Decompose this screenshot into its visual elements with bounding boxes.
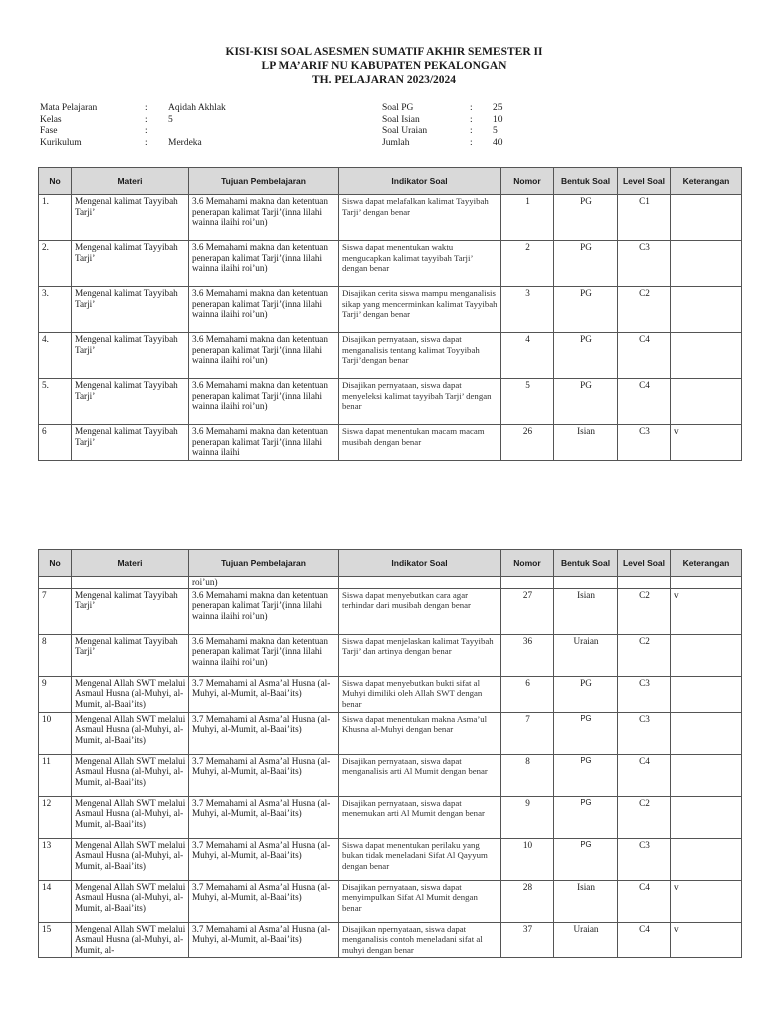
info-label: Soal Uraian [382,126,428,136]
cell-tujuan: 3.6 Memahami makna dan ketentuan penerapan kalimat Tarji’(inna lilahi wainna ilaihi [189,425,339,461]
cell-tujuan: 3.7 Memahami al Asma’al Husna (al-Muhyi, al-Mumit, al-Baai’its) [189,838,339,880]
cell-tujuan: 3.6 Memahami makna dan ketentuan penerapan kalimat Tarji’(inna lilahi wainna ilaihi roi’un) [189,333,339,379]
cell-nomor: 9 [501,796,554,838]
cell-indikator: Disajikan pernyataan, siswa dapat menyimpulkan Sifat Al Mumit dengan benar [339,880,501,922]
col-header-no: No [39,550,72,577]
info-label: Soal PG [382,103,414,113]
cell-materi: Mengenal kalimat Tayyibah Tarji’ [72,634,189,676]
cell-keterangan [671,634,742,676]
table-row [39,588,742,634]
info-value: 40 [493,137,503,148]
cell-materi: Mengenal kalimat Tayyibah Tarji’ [72,379,189,425]
cell-tujuan: 3.7 Memahami al Asma’al Husna (al-Muhyi, al-Mumit, al-Baai’its) [189,712,339,754]
cell-no: 9 [39,676,72,712]
col-header-level: Level Soal [618,550,671,577]
cell-indikator: Disajikan pernyataan, siswa dapat menemukan arti Al Mumit dengan benar [339,796,501,838]
cell-nomor: 3 [501,287,554,333]
info-colon: : [145,103,148,113]
col-header-bentuk: Bentuk Soal [554,168,618,195]
cell-level: C4 [618,333,671,379]
cell-materi: Mengenal Allah SWT melalui Asmaul Husna (al-Muhyi, al-Mumit, al-Baai’its) [72,796,189,838]
doc-title-line-1: KISI-KISI SOAL ASESMEN SUMATIF AKHIR SEMESTER II [225,46,543,58]
cell-no: 2. [39,241,72,287]
doc-title-line-3: TH. PELAJARAN 2023/2024 [311,74,457,86]
cell-no: 7 [39,588,72,634]
cell-nomor: 27 [501,588,554,634]
col-header-indikator: Indikator Soal [339,168,501,195]
cell-indikator: Siswa dapat menyebutkan cara agar terhindar dari musibah dengan benar [339,588,501,634]
cell-level: C4 [618,922,671,957]
cell-nomor: 2 [501,241,554,287]
info-row [382,126,503,138]
cell-level: C3 [618,676,671,712]
col-header-no: No [39,168,72,195]
cell-level: C2 [618,634,671,676]
cell-nomor: 4 [501,333,554,379]
cell-no: 6 [39,425,72,461]
col-header-indikator: Indikator Soal [339,550,501,577]
table-row [39,379,742,425]
cell-level: C2 [618,796,671,838]
cell-bentuk: PG [554,712,618,754]
cell-keterangan: v [671,880,742,922]
info-colon: : [470,103,473,113]
cell-keterangan: v [671,588,742,634]
col-header-nomor: Nomor [501,550,554,577]
cell-materi: Mengenal kalimat Tayyibah Tarji’ [72,241,189,287]
cell-bentuk: Uraian [554,922,618,957]
cell-no: 8 [39,634,72,676]
cell-level: C3 [618,838,671,880]
cell-bentuk: PG [554,195,618,241]
cell-tujuan: 3.6 Memahami makna dan ketentuan penerapan kalimat Tarji’(inna lilahi wainna ilaihi roi’un) [189,241,339,287]
info-row [382,138,503,150]
table-row [39,880,742,922]
info-row [40,138,318,150]
info-colon: : [470,126,473,136]
cell-level: C2 [618,287,671,333]
table-row [39,425,742,461]
cell-nomor: 26 [501,425,554,461]
table-row [39,676,742,712]
info-label: Mata Pelajaran [40,103,98,113]
cell-indikator: Siswa dapat menyebutkan bukti sifat al Muhyi dimiliki oleh Allah SWT dengan benar [339,676,501,712]
cell-keterangan: v [671,922,742,957]
info-row [40,126,318,138]
cell-keterangan [671,287,742,333]
cell-materi: Mengenal Allah SWT melalui Asmaul Husna (al-Muhyi, al-Mumit, al- [72,922,189,957]
table-row [39,333,742,379]
cell-bentuk: PG [554,754,618,796]
col-header-level: Level Soal [618,168,671,195]
table-row [39,838,742,880]
info-row [382,103,503,115]
cell-keterangan [671,577,742,589]
cell-indikator: Siswa dapat melafalkan kalimat Tayyibah Tarji’ dengan benar [339,195,501,241]
cell-tujuan: roi’un) [189,577,339,589]
col-header-bentuk: Bentuk Soal [554,550,618,577]
cell-nomor: 37 [501,922,554,957]
cell-keterangan: v [671,425,742,461]
cell-nomor: 1 [501,195,554,241]
cell-keterangan [671,379,742,425]
table-row-continuation [39,577,742,589]
cell-materi: Mengenal kalimat Tayyibah Tarji’ [72,287,189,333]
info-colon: : [145,114,148,125]
cell-nomor: 6 [501,676,554,712]
info-colon: : [470,114,473,125]
cell-nomor: 8 [501,754,554,796]
col-header-nomor: Nomor [501,168,554,195]
cell-indikator: Disajikan pernyataan, siswa dapat menganalisis tentang kalimat Toyyibah Tarji’dengan benar [339,333,501,379]
cell-nomor: 7 [501,712,554,754]
cell-indikator: Disajikan pernyataan, siswa dapat menyeleksi kalimat tayyibah Tarji’ dengan benar [339,379,501,425]
table-row [39,241,742,287]
cell-level: C4 [618,754,671,796]
cell-no: 13 [39,838,72,880]
cell-indikator: Disajikan cerita siswa mampu menganalisis sikap yang mencerminkan kalimat Tayyibah Tarji’ dengan benar [339,287,501,333]
cell-tujuan: 3.6 Memahami makna dan ketentuan penerapan kalimat Tarji’(inna lilahi wainna ilaihi roi’un) [189,287,339,333]
info-label: Fase [40,126,58,136]
cell-indikator [339,577,501,589]
cell-level: C1 [618,195,671,241]
cell-keterangan [671,712,742,754]
table-header-row [39,550,742,577]
info-label: Kurikulum [40,137,82,148]
col-header-tujuan: Tujuan Pembelajaran [189,168,339,195]
cell-level: C3 [618,425,671,461]
cell-keterangan [671,333,742,379]
cell-bentuk [554,577,618,589]
info-label: Jumlah [382,137,410,148]
table-row [39,195,742,241]
info-right [382,103,503,149]
cell-tujuan: 3.7 Memahami al Asma’al Husna (al-Muhyi, al-Mumit, al-Baai’its) [189,880,339,922]
col-header-materi: Materi [72,168,189,195]
table-row [39,922,742,957]
table-header-row [39,168,742,195]
cell-materi: Mengenal Allah SWT melalui Asmaul Husna (al-Muhyi, al-Mumit, al-Baai’its) [72,754,189,796]
cell-materi: Mengenal kalimat Tayyibah Tarji’ [72,333,189,379]
cell-tujuan: 3.7 Memahami al Asma’al Husna (al-Muhyi, al-Mumit, al-Baai’its) [189,922,339,957]
cell-bentuk: Isian [554,880,618,922]
cell-indikator: Disajikan pernyataan, siswa dapat menganalisis arti Al Mumit dengan benar [339,754,501,796]
cell-bentuk: PG [554,333,618,379]
cell-level: C4 [618,379,671,425]
info-value: Merdeka [168,137,202,148]
cell-nomor: 28 [501,880,554,922]
cell-level: C2 [618,588,671,634]
cell-bentuk: PG [554,379,618,425]
cell-no: 12 [39,796,72,838]
table-row [39,634,742,676]
cell-no: 3. [39,287,72,333]
info-row [382,115,503,127]
cell-tujuan: 3.7 Memahami al Asma’al Husna (al-Muhyi, al-Mumit, al-Baai’its) [189,796,339,838]
cell-bentuk: PG [554,676,618,712]
cell-tujuan: 3.6 Memahami makna dan ketentuan penerapan kalimat Tarji’(inna lilahi wainna ilaihi roi’un) [189,588,339,634]
cell-no: 11 [39,754,72,796]
cell-bentuk: PG [554,838,618,880]
cell-keterangan [671,195,742,241]
info-value: Aqidah Akhlak [168,103,226,113]
cell-tujuan: 3.7 Memahami al Asma’al Husna (al-Muhyi, al-Mumit, al-Baai’its) [189,676,339,712]
cell-level: C3 [618,241,671,287]
info-colon: : [145,126,148,136]
col-header-materi: Materi [72,550,189,577]
cell-materi: Mengenal Allah SWT melalui Asmaul Husna (al-Muhyi, al-Mumit, al-Baai’its) [72,838,189,880]
cell-indikator: Siswa dapat menentukan waktu mengucapkan kalimat tayyibah Tarji’ dengan benar [339,241,501,287]
cell-nomor [501,577,554,589]
cell-no: 14 [39,880,72,922]
col-header-keterangan: Keterangan [671,168,742,195]
cell-indikator: Disajikan npernyataan, siswa dapat menganalisis contoh meneladani sifat al muhyi dengan benar [339,922,501,957]
cell-keterangan [671,241,742,287]
cell-materi: Mengenal kalimat Tayyibah Tarji’ [72,588,189,634]
info-value [168,126,318,138]
table-row [39,796,742,838]
info-value: 10 [493,114,503,125]
cell-bentuk: PG [554,796,618,838]
cell-materi: Mengenal kalimat Tayyibah Tarji’ [72,425,189,461]
cell-level [618,577,671,589]
cell-tujuan: 3.7 Memahami al Asma’al Husna (al-Muhyi, al-Mumit, al-Baai’its) [189,754,339,796]
info-label: Kelas [40,114,62,125]
cell-no [39,577,72,589]
kisi-table-page-1 [38,167,742,461]
cell-tujuan: 3.6 Memahami makna dan ketentuan penerapan kalimat Tarji’(inna lilahi wainna ilaihi roi’un) [189,195,339,241]
cell-materi: Mengenal kalimat Tayyibah Tarji’ [72,195,189,241]
cell-keterangan [671,754,742,796]
cell-keterangan [671,676,742,712]
cell-level: C3 [618,712,671,754]
info-row [40,103,318,115]
cell-no: 4. [39,333,72,379]
cell-bentuk: Uraian [554,634,618,676]
cell-indikator: Siswa dapat menjelaskan kalimat Tayyibah Tarji’ dan artinya dengan benar [339,634,501,676]
cell-tujuan: 3.6 Memahami makna dan ketentuan penerapan kalimat Tarji’(inna lilahi wainna ilaihi roi’un) [189,634,339,676]
table-row [39,754,742,796]
doc-title-line-2: LP MA’ARIF NU KABUPATEN PEKALONGAN [261,60,507,72]
cell-indikator: Siswa dapat menentukan perilaku yang bukan tidak meneladani Sifat Al Qayyum dengan benar [339,838,501,880]
cell-bentuk: PG [554,241,618,287]
info-label: Soal Isian [382,114,420,125]
col-header-keterangan: Keterangan [671,550,742,577]
cell-no: 10 [39,712,72,754]
cell-level: C4 [618,880,671,922]
cell-materi: Mengenal Allah SWT melalui Asmaul Husna (al-Muhyi, al-Mumit, al-Baai’its) [72,712,189,754]
cell-materi: Mengenal Allah SWT melalui Asmaul Husna (al-Muhyi, al-Mumit, al-Baai’its) [72,880,189,922]
kisi-table-page-2 [38,549,742,958]
cell-bentuk: PG [554,287,618,333]
cell-indikator: Siswa dapat menentukan makna Asma’ul Khusna al-Muhyi dengan benar [339,712,501,754]
cell-materi [72,577,189,589]
info-left [40,103,318,149]
cell-keterangan [671,838,742,880]
table-row [39,712,742,754]
table-row [39,287,742,333]
col-header-tujuan: Tujuan Pembelajaran [189,550,339,577]
cell-nomor: 36 [501,634,554,676]
cell-no: 1. [39,195,72,241]
cell-tujuan: 3.6 Memahami makna dan ketentuan penerapan kalimat Tarji’(inna lilahi wainna ilaihi roi’un) [189,379,339,425]
cell-keterangan [671,796,742,838]
info-value: 25 [493,103,503,113]
info-colon: : [470,137,473,148]
cell-bentuk: Isian [554,425,618,461]
cell-nomor: 10 [501,838,554,880]
cell-materi: Mengenal Allah SWT melalui Asmaul Husna (al-Muhyi, al-Mumit, al-Baai’its) [72,676,189,712]
info-value: 5 [493,126,498,136]
cell-no: 5. [39,379,72,425]
info-colon: : [145,137,148,148]
cell-nomor: 5 [501,379,554,425]
info-value: 5 [168,114,173,125]
cell-no: 15 [39,922,72,957]
cell-bentuk: Isian [554,588,618,634]
info-row [40,115,318,127]
cell-indikator: Siswa dapat menentukan macam macam musibah dengan benar [339,425,501,461]
